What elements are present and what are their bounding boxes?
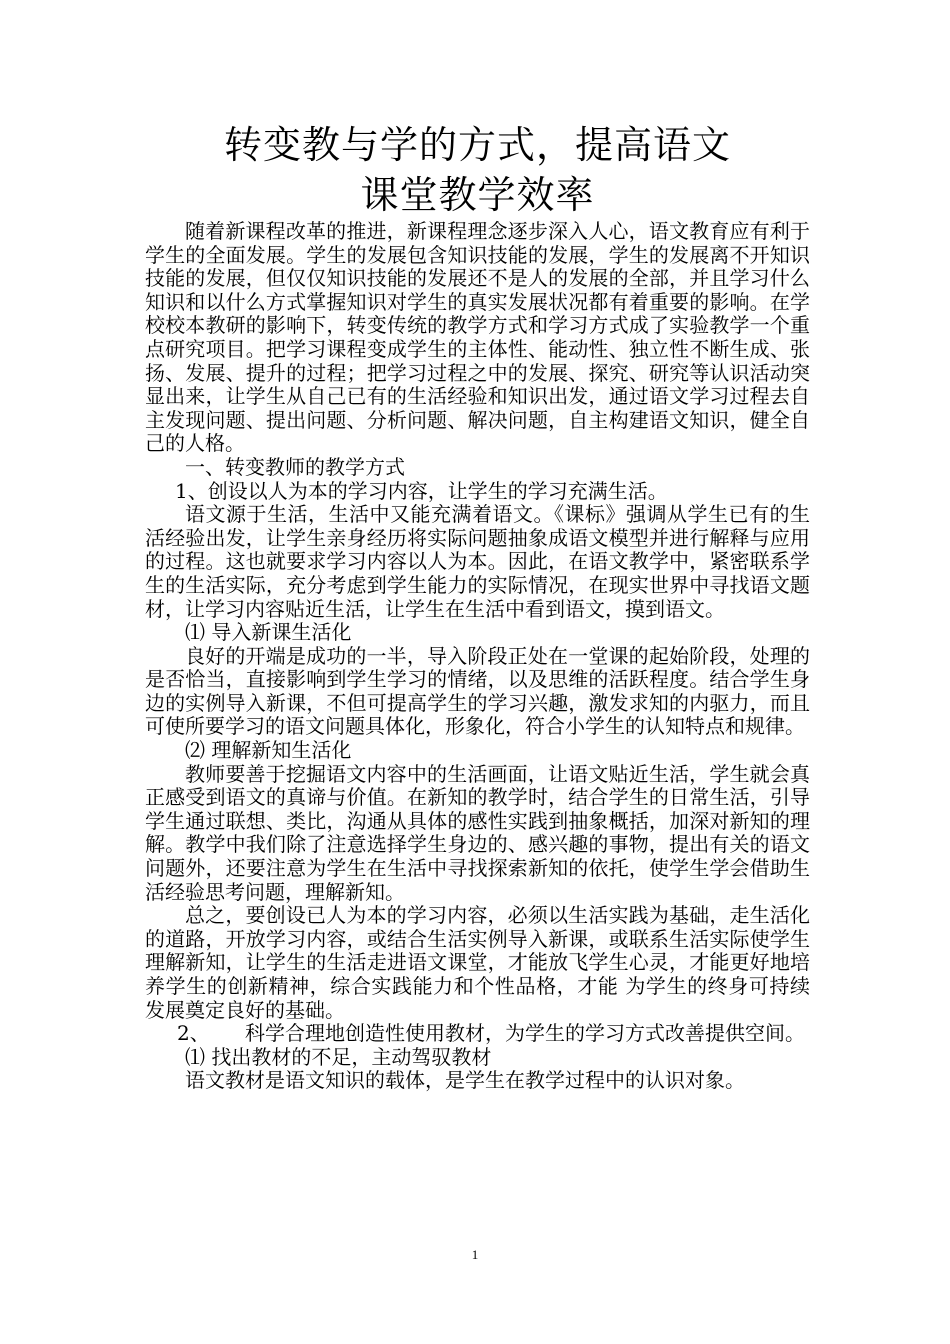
document-page bbox=[145, 120, 810, 1093]
document-title bbox=[145, 120, 810, 220]
paragraph-3: 教师要善于挖掘语文内容中的生活画面，让语文贴近生活，学生就会真正感受到语文的真谛与价值。在新知的教学时，结合学生的日常生活，引导学生通过联想、类比，沟通从具体的感性实践到抽象概括，加深对新知的理解。教学中我们除了注意选择学生身边的、感兴趣的事物，提出有关的语文问题外，还要注意为学生在生活中寻找探索新知的依托，使学生学会借助生活经验思考问题，理解新知。 bbox=[145, 761, 810, 904]
intro-paragraph: 随着新课程改革的推进，新课程理念逐步深入人心，语文教育应有利于学生的全面发展。学生的发展包含知识技能的发展，学生的发展离不开知识技能的发展，但仅仅知识技能的发展还不是人的发展的全部，并且学习什么知识和以什么方式掌握知识对学生的真实发展状况都有着重要的影响。在学校校本教研的影响下，转变传统的教学方式和学习方式成了实验教学一个重点研究项目。把学习课程变成学生的主体性、能动性、独立性不断生成、张扬、发展、提升的过程；把学习过程之中的发展、探究、研究等认识活动突显出来，让学生从自己已有的生活经验和知识出发，通过语文学习过程去自主发现问题、提出问题、分析问题、解决问题，自主构建语文知识，健全自己的人格。 bbox=[145, 219, 810, 456]
paragraph-5: 语文教材是语文知识的载体，是学生在教学过程中的认识对象。 bbox=[185, 1068, 745, 1093]
paragraph-1: 语文源于生活，生活中又能充满着语文。《课标》强调从学生已有的生活经验出发，让学生亲身经历将实际问题抽象成语文模型并进行解释与应用的过程。这也就要求学习内容以人为本。因此，在语文教学中，紧密联系学生的生活实际，充分考虑到学生能力的实际情况，在现实世界中寻找语文题材，让学习内容贴近生活，让学生在生活中看到语文，摸到语文。 bbox=[145, 502, 810, 621]
subsection-text-2: 科学合理地创造性使用教材，为学生的学习方式改善提供空间。 bbox=[245, 1021, 805, 1046]
subsection-heading-1: 1、创设以人为本的学习内容，让学生的学习充满生活。 bbox=[175, 478, 668, 503]
subsection-number-2: 2、 bbox=[177, 1021, 210, 1046]
page-number: 1 bbox=[471, 1247, 479, 1262]
subsection-heading-2 bbox=[145, 1022, 810, 1046]
section-heading-1: 一、转变教师的教学方式 bbox=[185, 454, 405, 479]
list-item-3: ⑴ 找出教材的不足，主动驾驭教材 bbox=[185, 1044, 492, 1069]
paragraph-2: 良好的开端是成功的一半，导入阶段正处在一堂课的起始阶段，处理的是否恰当，直接影响到学生学习的情绪，以及思维的活跃程度。结合学生身边的实例导入新课，不但可提高学生的学习兴趣，激发求知的内驱力，而且可使所要学习的语文问题具体化，形象化，符合小学生的认知特点和规律。 bbox=[145, 643, 810, 739]
document-body bbox=[145, 220, 810, 1093]
paragraph-4: 总之，要创设已人为本的学习内容，必须以生活实践为基础，走生活化的道路，开放学习内容，或结合生活实例导入新课，或联系生活实际使学生理解新知，让学生的生活走进语文课堂，才能放飞学生心灵，才能更好地培养学生的创新精神，综合实践能力和个性品格，才能 为学生的终身可持续发展奠定良好的基础。 bbox=[145, 903, 810, 1022]
list-item-2: ⑵ 理解新知生活化 bbox=[185, 738, 352, 763]
list-item-1: ⑴ 导入新课生活化 bbox=[185, 620, 352, 645]
title-line-1: 转变教与学的方式，提高语文 bbox=[223, 123, 731, 167]
title-line-2: 课堂教学效率 bbox=[360, 173, 595, 217]
